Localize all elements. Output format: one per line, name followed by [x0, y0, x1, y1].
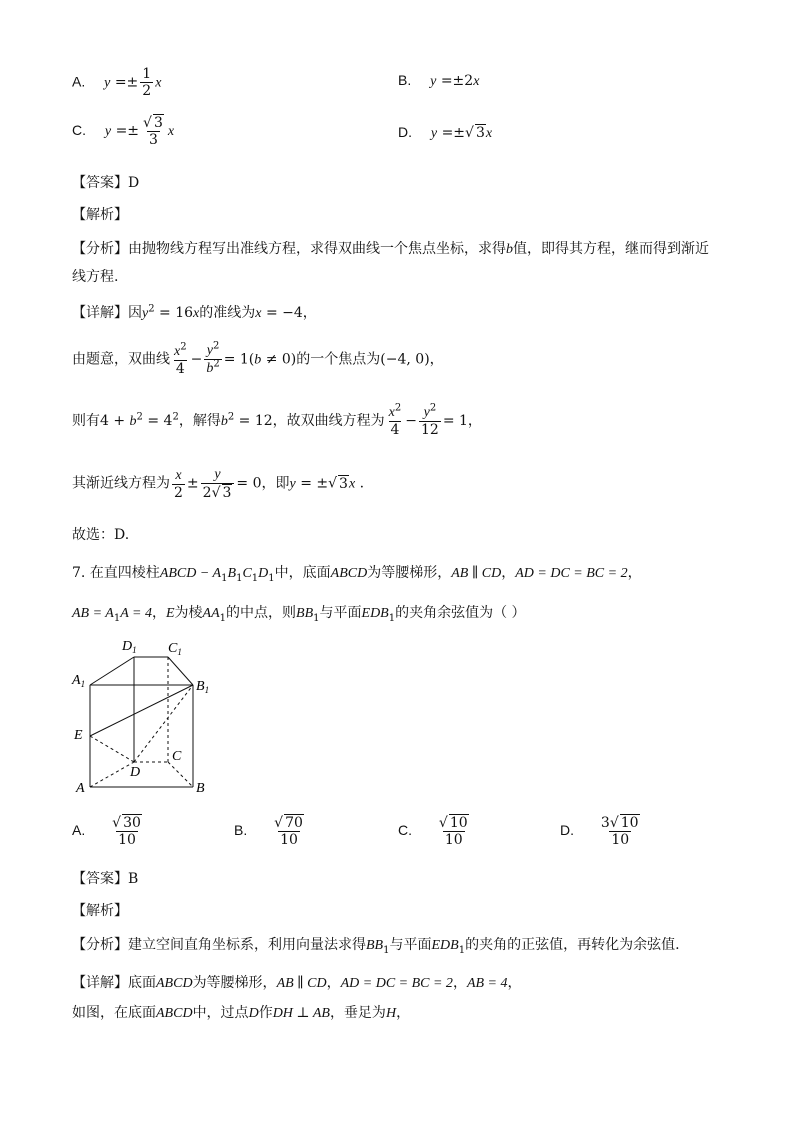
fraction: $\frac{√ 10}{10}$: [438, 815, 468, 848]
fraction: $\frac{√ 30}{10}$: [112, 815, 141, 848]
edge-c1b1: [168, 657, 193, 685]
q6-answer: 【答案】D: [72, 175, 140, 191]
q6-analysis-heading: 【解析】: [72, 207, 128, 223]
label-a1: $A_1$: [72, 673, 86, 689]
q7-fenxi: 【分析】建立空间直角坐标系，利用向量法求得$BB_1$与平面$EDB_1$的夹角的正弦值，再转化为余弦值.: [72, 937, 680, 956]
label-c1: $C_1$: [168, 641, 182, 657]
edge-cb-hidden: [168, 762, 193, 787]
q7-detail-line2: 如图，在底面ABCD中，过点D作DH ⊥ AB，垂足为H，: [72, 1005, 411, 1021]
q6-choose: 故选：D.: [72, 527, 130, 543]
q6-detail-line4: 其渐近线方程为 $\frac{x}{2}$ ± $\frac{y}{2√ 3}$ = 0，即y = ±√ 3x .: [72, 467, 365, 501]
q6-option-b[interactable]: B. y =±2x: [398, 72, 480, 89]
prism-figure: [70, 632, 220, 800]
edge-a1d1: [90, 657, 134, 685]
label-a: A: [76, 781, 85, 796]
q7-option-b[interactable]: B. $\frac{√ 70}{10}$: [234, 814, 308, 848]
fraction: $\frac{1}{2}$: [142, 66, 152, 99]
q6-option-c[interactable]: C. y =± $\frac{√ 3}{3}$ x: [72, 115, 175, 148]
segment-eb1: [90, 685, 193, 736]
fraction: $\frac{3√ 10}{10}$: [600, 815, 639, 848]
edge-ad-hidden: [90, 762, 134, 787]
fraction: $\frac{√ 70}{10}$: [274, 815, 303, 848]
label-e: E: [74, 728, 83, 743]
q6-fenxi-line1: 【分析】由抛物线方程写出准线方程，求得双曲线一个焦点坐标，求得b值，即得其方程，继而得到渐近: [72, 241, 709, 257]
q7-analysis-heading: 【解析】: [72, 903, 128, 919]
q6-option-d[interactable]: D. y =±√ 3x: [398, 124, 493, 141]
q7-option-d[interactable]: D. $\frac{3√ 10}{10}$: [560, 814, 644, 848]
q6-option-a[interactable]: A. y =± $\frac{1}{2}$ x: [72, 66, 162, 99]
q6-detail-line1: 【详解】因$y^2 = 16x$的准线为x = −4，: [72, 303, 317, 321]
segment-ed-hidden: [90, 736, 134, 762]
label-c: C: [172, 749, 182, 764]
q7-option-c[interactable]: C. $\frac{√ 10}{10}$: [398, 814, 473, 848]
q7-stem-line2: AB = $A_1A = 4$，E为棱$AA_1$的中点，则$BB_1$与平面$EDB_1$的夹角余弦值为（ ）: [72, 605, 526, 624]
label-d1: $D_1$: [122, 639, 137, 655]
q7-stem-line1: 7. 在直四棱柱ABCD − $A_1B_1C_1D_1$中，底面ABCD为等腰梯形，AB ∥ CD，AD = DC = BC = 2，: [72, 565, 642, 584]
segment-db1-hidden: [134, 685, 193, 762]
fraction: $\frac{√ 3}{3}$: [143, 115, 163, 148]
q7-detail-line1: 【详解】底面ABCD为等腰梯形，AB ∥ CD，AD = DC = BC = 2，AB = 4，: [72, 975, 522, 991]
q6-detail-line2: 由题意，双曲线 $\frac{x^2}{4}$ − $\frac{y^2}{b^2}$ = 1(b ≠ 0)的一个焦点为(−4, 0)，: [72, 340, 444, 377]
q6-detail-line3: 则有$4 + b^2 = 4^2$，解得$b^2 = 12$，故双曲线方程为 $\frac{x^2}{4}$ − $\frac{y^2}{12}$ = 1，: [72, 402, 482, 438]
label-b: B: [196, 781, 205, 796]
q7-answer: 【答案】B: [72, 871, 139, 887]
label-d: D: [130, 765, 141, 780]
label-b1: $B_1$: [196, 679, 210, 695]
q7-option-a[interactable]: A. $\frac{√ 30}{10}$: [72, 814, 146, 848]
q6-fenxi-line2: 线方程.: [72, 269, 119, 285]
